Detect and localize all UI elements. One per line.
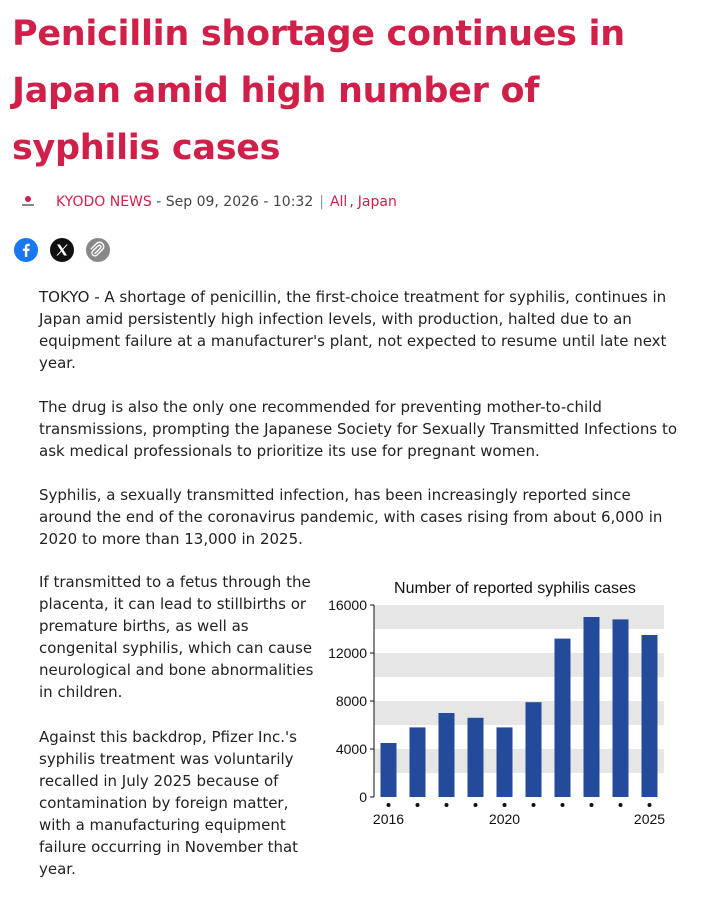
facebook-icon[interactable] xyxy=(14,238,38,262)
link-icon[interactable] xyxy=(86,238,110,262)
y-tick-label: 12000 xyxy=(328,645,367,661)
y-tick-label: 8000 xyxy=(335,693,367,709)
x-tick-label: 2020 xyxy=(488,811,521,827)
syphilis-cases-chart xyxy=(318,570,688,835)
byline xyxy=(20,192,397,212)
paragraph-3: Syphilis, a sexually transmitted infection, has been increasingly reported since around the end of the coronavirus pandemic, with cases rising from about 6,000 in 2020 to more than 13,000 in 2025. xyxy=(39,486,663,548)
y-tick-label: 0 xyxy=(359,789,367,805)
category-japan-link[interactable]: Japan xyxy=(357,194,397,210)
y-tick-label: 16000 xyxy=(328,597,367,613)
x-tick-dot xyxy=(474,803,478,807)
chart-bar xyxy=(468,718,484,797)
chart-bar xyxy=(381,743,397,797)
x-tick-label: 2025 xyxy=(633,811,666,827)
share-buttons xyxy=(14,238,110,262)
x-tick-label: 2016 xyxy=(372,811,405,827)
chart-bar xyxy=(526,702,542,797)
chart-bar xyxy=(555,639,571,797)
article-headline: Penicillin shortage continues in Japan amid high number of syphilis cases xyxy=(12,14,625,168)
chart-title: Number of reported syphilis cases xyxy=(394,580,636,597)
publish-date: - Sep 09, 2026 - 10:32 xyxy=(156,194,314,210)
x-tick-dot xyxy=(532,803,536,807)
category-comma: , xyxy=(349,194,354,210)
paragraph-4: If transmitted to a fetus through the placenta, it can lead to stillbirths or premature births, as well as congenital syphilis, which can cause neurological and bone abnormalities in children. xyxy=(39,573,314,701)
paragraph-5: Against this backdrop, Pfizer Inc.'s syphilis treatment was voluntarily recalled in July 2025 because of contamination by foreign matter, with a manufacturing equipment failure occurring in November that year. xyxy=(39,728,299,878)
x-tick-dot xyxy=(503,803,507,807)
x-tick-dot xyxy=(387,803,391,807)
paragraph-2: The drug is also the only one recommended for preventing mother-to-child transmissions, prompting the Japanese Society for Sexually Transmitted Infections to ask medical professionals to prioritize its use for pregnant women. xyxy=(39,398,678,460)
chart-bar xyxy=(613,619,629,797)
x-tick-dot xyxy=(561,803,565,807)
chart-bar xyxy=(642,635,658,797)
x-tick-dot xyxy=(445,803,449,807)
x-tick-dot xyxy=(590,803,594,807)
source-name[interactable]: KYODO NEWS xyxy=(56,194,152,210)
x-tick-dot xyxy=(619,803,623,807)
paragraph-1: TOKYO - A shortage of penicillin, the first-choice treatment for syphilis, continues in Japan amid persistently high infection levels, with production, halted due to an equipment failure at a manufacturer's plant, not expected to resume until late next year. xyxy=(39,288,667,372)
x-icon[interactable] xyxy=(50,238,74,262)
x-tick-dot xyxy=(648,803,652,807)
chart-bar xyxy=(497,727,513,797)
chart-svg xyxy=(318,570,688,835)
category-all-link[interactable]: All xyxy=(329,194,348,210)
chart-bar xyxy=(439,713,455,797)
x-tick-dot xyxy=(416,803,420,807)
y-tick-label: 4000 xyxy=(335,741,367,757)
byline-separator: | xyxy=(319,194,324,210)
chart-bar xyxy=(410,727,426,797)
kyodo-logo-icon xyxy=(20,194,36,210)
chart-bar xyxy=(584,617,600,797)
